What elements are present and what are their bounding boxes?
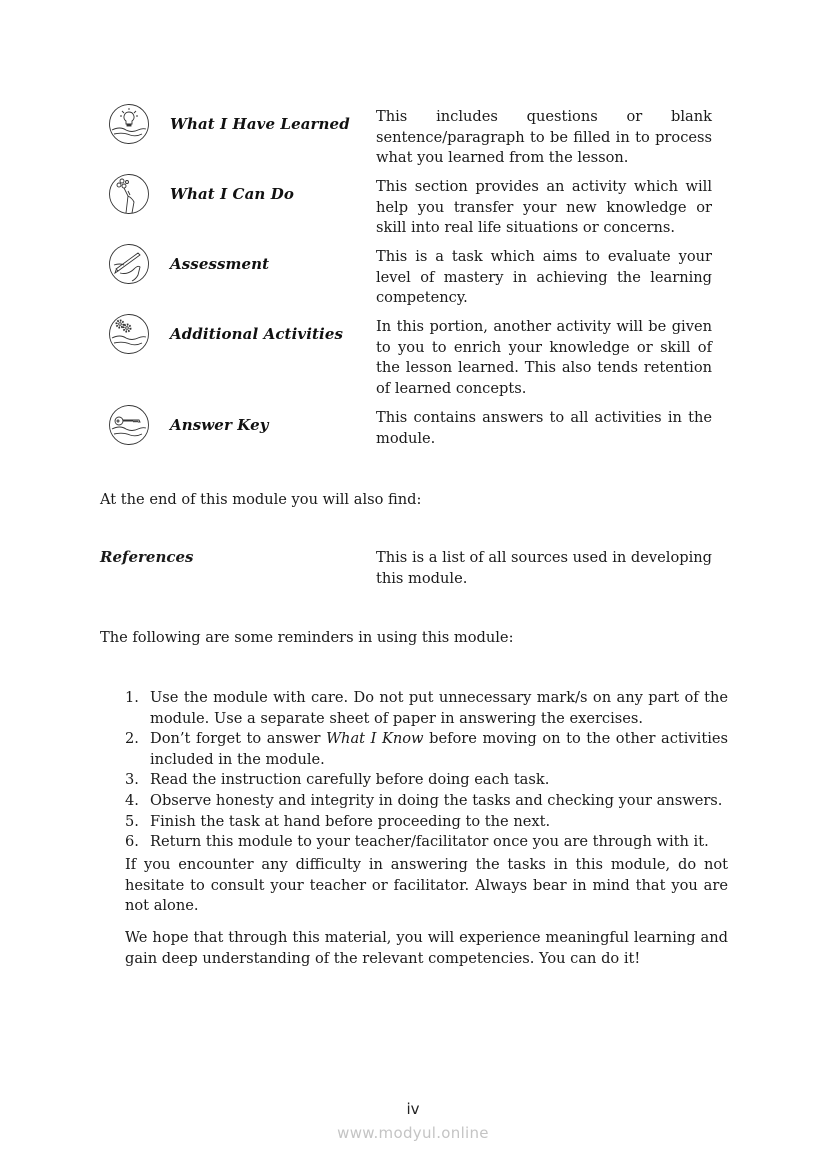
section-description: This includes questions or blank sentence/paragraph to be filled in to process what you learned from the lesson. — [376, 108, 712, 167]
references-label: References — [100, 548, 194, 566]
section-description: In this portion, another activity will be given to you to enrich your knowledge or skill of the lesson learned. This also tends retention of learned concepts. — [376, 318, 712, 397]
page-number: iv — [406, 1100, 420, 1118]
section-label: Answer Key — [170, 416, 269, 434]
section-label: What I Can Do — [170, 185, 294, 203]
reminder-item: 2. Don’t forget to answer What I Know before moving on to the other activities included in the module. — [125, 730, 729, 768]
key-hand-icon — [108, 404, 150, 446]
closing-paragraph-difficulty: If you encounter any difficulty in answering the tasks in this module, do not hesitate to consult your teacher or facilitator. Always bear in mind that you are not alone. — [125, 856, 728, 915]
reminder-item: 6. Return this module to your teacher/facilitator once you are through with it. — [125, 833, 709, 851]
reminders-intro-text: The following are some reminders in using this module: — [100, 629, 514, 646]
reminder-item: 5. Finish the task at hand before proceeding to the next. — [125, 812, 551, 830]
section-description: This contains answers to all activities in the module. — [376, 409, 712, 447]
hand-writing-pen-icon — [108, 243, 150, 285]
what-i-know-reference: What I Know — [326, 730, 424, 748]
reminder-item: 3. Read the instruction carefully before doing each task. — [125, 771, 550, 789]
end-intro-text: At the end of this module you will also find: — [100, 491, 422, 508]
section-label: What I Have Learned — [170, 115, 350, 133]
references-description: This is a list of all sources used in developing this module. — [376, 549, 712, 587]
gears-hand-icon — [108, 313, 150, 355]
closing-paragraph-encouragement: We hope that through this material, you will experience meaningful learning and gain deep understanding of the relevant competencies. You can do it! — [125, 929, 728, 967]
hand-reaching-icon — [108, 173, 150, 215]
section-description: This section provides an activity which will help you transfer your new knowledge or skill into real life situations or concerns. — [376, 178, 712, 237]
reminder-item: 1. Use the module with care. Do not put unnecessary mark/s on any part of the module. Use a separate sheet of paper in answering the exercises. — [125, 689, 728, 727]
section-label: Assessment — [170, 255, 270, 273]
reminders-list — [125, 688, 728, 853]
reminder-item: 4. Observe honesty and integrity in doing the tasks and checking your answers. — [125, 791, 723, 809]
section-description: This is a task which aims to evaluate your level of mastery in achieving the learning competency. — [376, 248, 712, 307]
watermark-link[interactable]: www.modyul.online — [337, 1124, 489, 1142]
lightbulb-hand-icon — [108, 103, 150, 145]
section-label: Additional Activities — [170, 325, 344, 343]
